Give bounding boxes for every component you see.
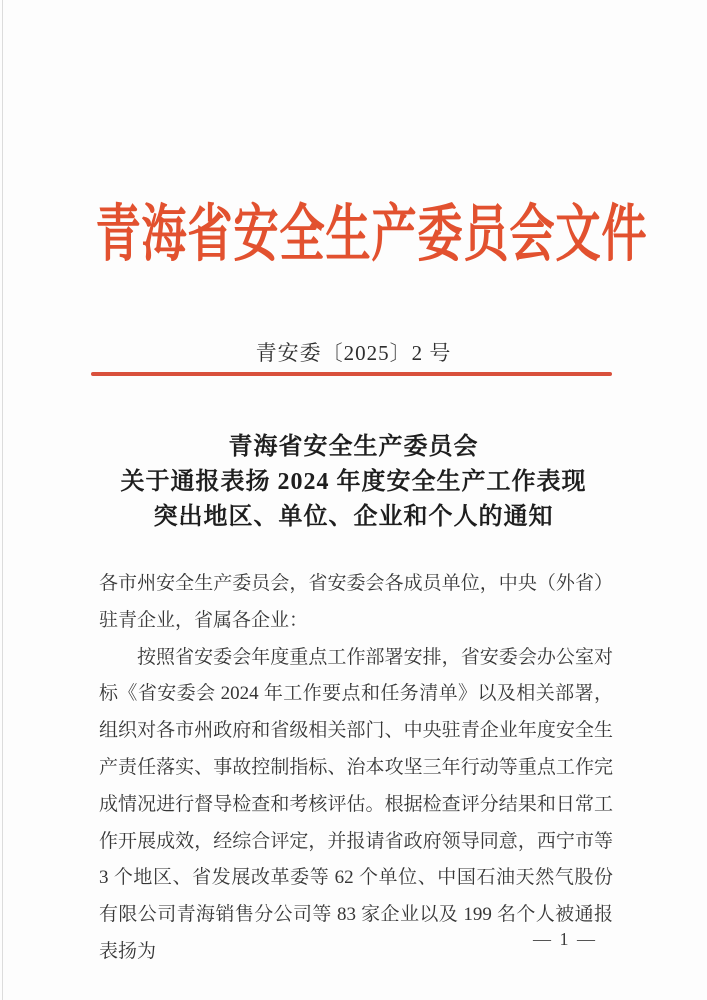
document-header-title: 青海省安全生产委员会文件	[95, 201, 648, 269]
red-separator-rule	[91, 372, 612, 376]
salutation-paragraph: 各市州安全生产委员会，省安委会各成员单位，中央（外省）驻青企业，省属各企业：	[99, 573, 613, 631]
document-title-line-1: 青海省安全生产委员会	[228, 434, 479, 460]
document-title	[0, 430, 707, 535]
document-body	[99, 566, 613, 971]
body-paragraph: 按照省安委会年度重点工作部署安排，省安委会办公室对标《省安委会 2024 年工作要点和任务清单》以及相关部署，组织对各市州政府和省级相关部门、中央驻青企业年度安全生产责任落实、事故控制指标、治本攻坚三年行动等重点工作完成情况进行督导检查和考核评估。根据检查评分结果和日常工作开展成效，经综合评定，并报请省政府领导同意，西宁市等 3 个地区、省发展改革委等 62 个单位、中国石油天然气股份有限公司青海销售分公司等 83 家企业以及 199 名个人被通报表扬为	[99, 646, 613, 962]
document-title-line-3: 突出地区、单位、企业和个人的通知	[153, 504, 554, 530]
document-title-line-2: 关于通报表扬 2024 年度安全生产工作表现	[120, 469, 587, 495]
page-number: — 1 —	[533, 929, 597, 949]
document-number: 青安委〔2025〕2 号	[255, 341, 452, 365]
